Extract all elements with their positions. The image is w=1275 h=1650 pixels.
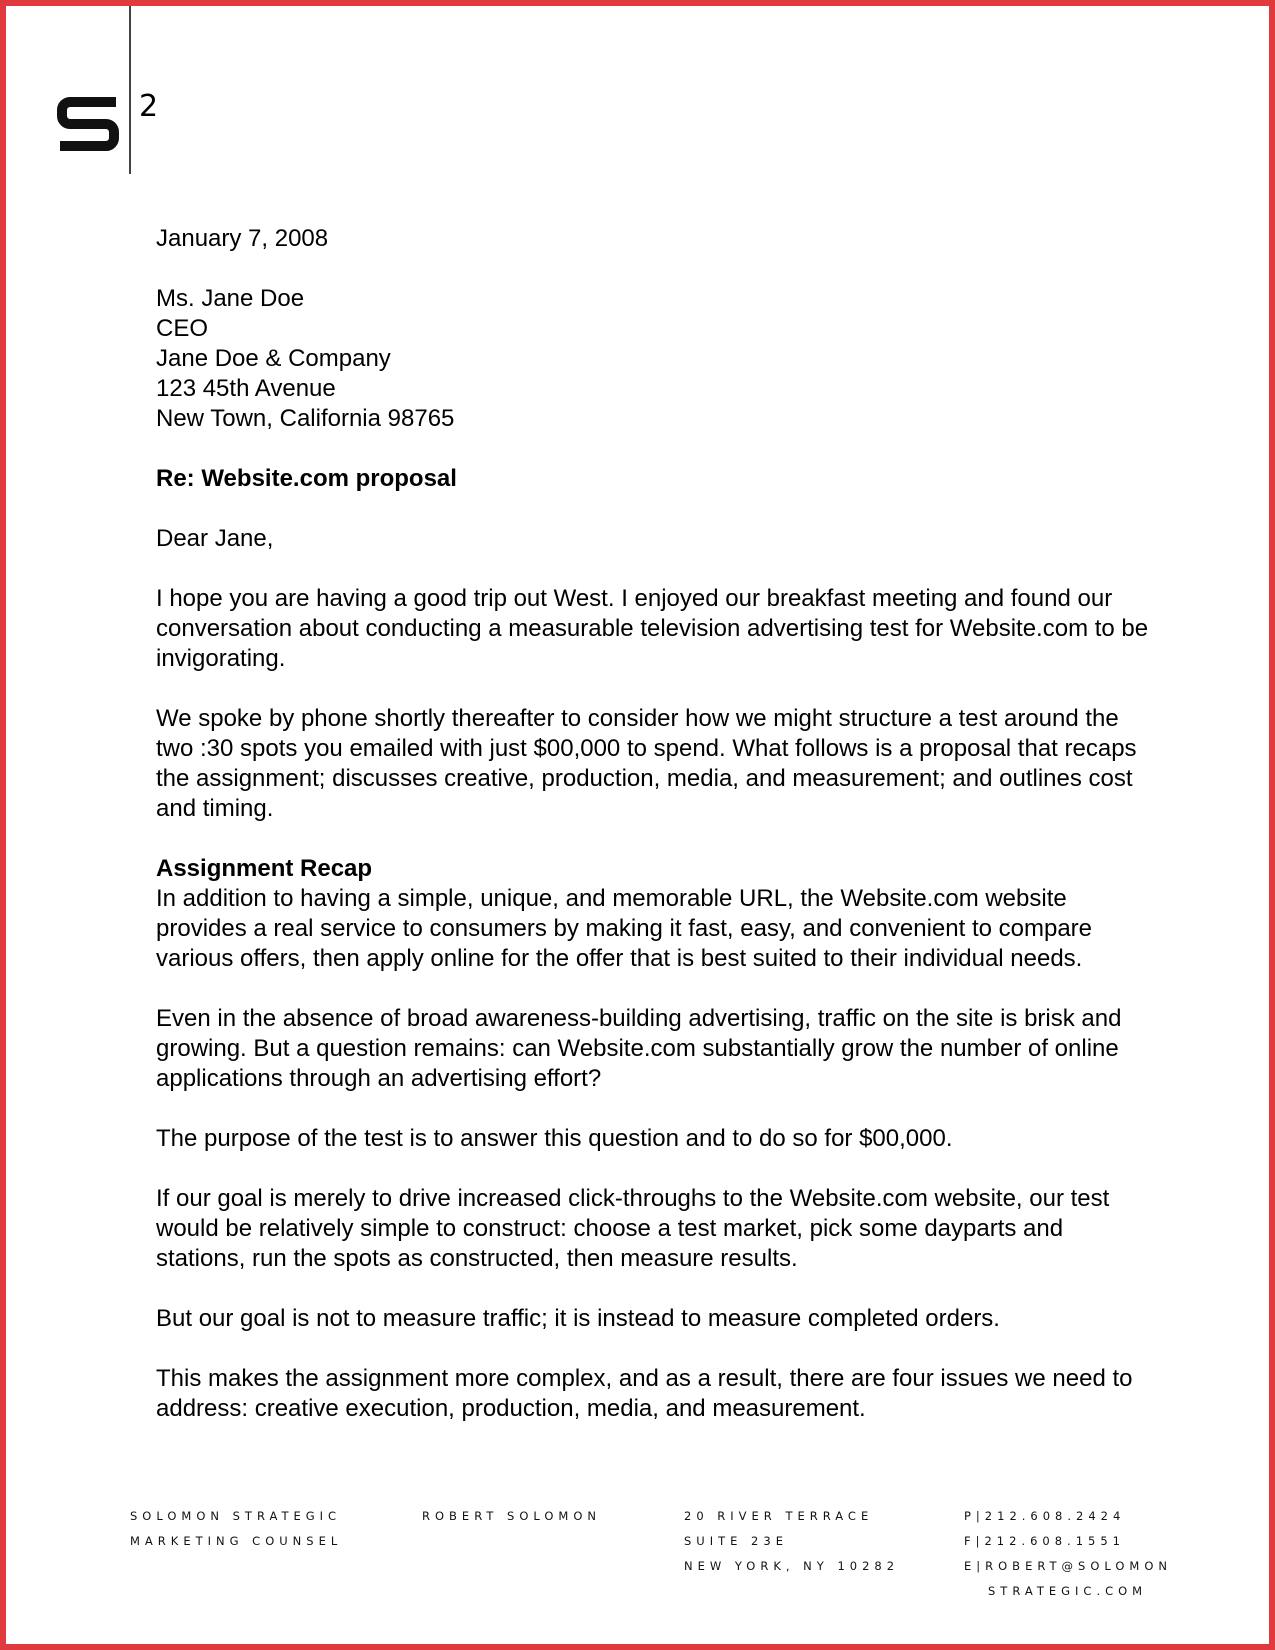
footer-contact: [964, 1504, 1172, 1604]
recipient-title: CEO: [156, 315, 209, 342]
footer-email-continued[interactable]: STRATEGIC.COM: [988, 1584, 1148, 1598]
s2-logo-icon: [56, 92, 120, 154]
recipient-city: New Town, California 98765: [156, 405, 455, 432]
footer-phone: P|212.608.2424: [964, 1509, 1126, 1523]
paragraph: This makes the assignment more complex, and as a result, there are four issues we need to address: creative execution, production, media, and measurement.: [156, 1365, 1133, 1422]
letter-date: January 7, 2008: [156, 225, 329, 252]
footer-company-line: MARKETING COUNSEL: [130, 1534, 343, 1548]
salutation: Dear Jane,: [156, 525, 274, 552]
footer-address: [684, 1504, 899, 1579]
paragraph: The purpose of the test is to answer this question and to do so for $00,000.: [156, 1125, 953, 1152]
recipient-company: Jane Doe & Company: [156, 345, 391, 372]
footer-company: [130, 1504, 342, 1554]
footer-address-line: 20 RIVER TERRACE: [684, 1509, 874, 1523]
paragraph: I hope you are having a good trip out West. I enjoyed our breakfast meeting and found our conversation about conducting a measurable television advertising test for Website.com to be invigorating.: [156, 585, 1149, 672]
subject-line: Re: Website.com proposal: [156, 465, 457, 492]
recipient-address: [156, 284, 1156, 434]
footer-name: [422, 1504, 601, 1529]
paragraph: We spoke by phone shortly thereafter to consider how we might structure a test around the two :30 spots you emailed with just $00,000 to spend. What follows is a proposal that recaps the assignment; discusses creative, production, media, and measurement; and outlines cost and timing.: [156, 705, 1137, 822]
footer-name-line: ROBERT SOLOMON: [422, 1509, 602, 1523]
paragraph: If our goal is merely to drive increased click-throughs to the Website.com website, our test would be relatively simple to construct: choose a test market, pick some dayparts and stations, run the spots as constructed, then measure results.: [156, 1185, 1110, 1272]
footer-company-line: SOLOMON STRATEGIC: [130, 1509, 342, 1523]
paragraph: In addition to having a simple, unique, and memorable URL, the Website.com website provides a real service to consumers by making it fast, easy, and convenient to compare various offers, then apply online for the offer that is best suited to their individual needs.: [156, 885, 1093, 972]
footer-email[interactable]: E|ROBERT@SOLOMON: [964, 1559, 1172, 1573]
letter-body: [156, 224, 1156, 1454]
paragraph: But our goal is not to measure traffic; it is instead to measure completed orders.: [156, 1305, 1000, 1332]
footer-fax: F|212.608.1551: [964, 1534, 1125, 1548]
section-heading: Assignment Recap: [156, 855, 373, 882]
recipient-name: Ms. Jane Doe: [156, 285, 305, 312]
footer-address-line: NEW YORK, NY 10282: [684, 1559, 900, 1573]
recipient-street: 123 45th Avenue: [156, 375, 336, 402]
paragraph: Even in the absence of broad awareness-building advertising, traffic on the site is brisk and growing. But a question remains: can Website.com substantially grow the number of online applications through an advertising effort?: [156, 1005, 1122, 1092]
logo-divider: [129, 6, 131, 174]
logo-superscript: 2: [139, 89, 159, 124]
footer-address-line: SUITE 23E: [684, 1534, 788, 1548]
